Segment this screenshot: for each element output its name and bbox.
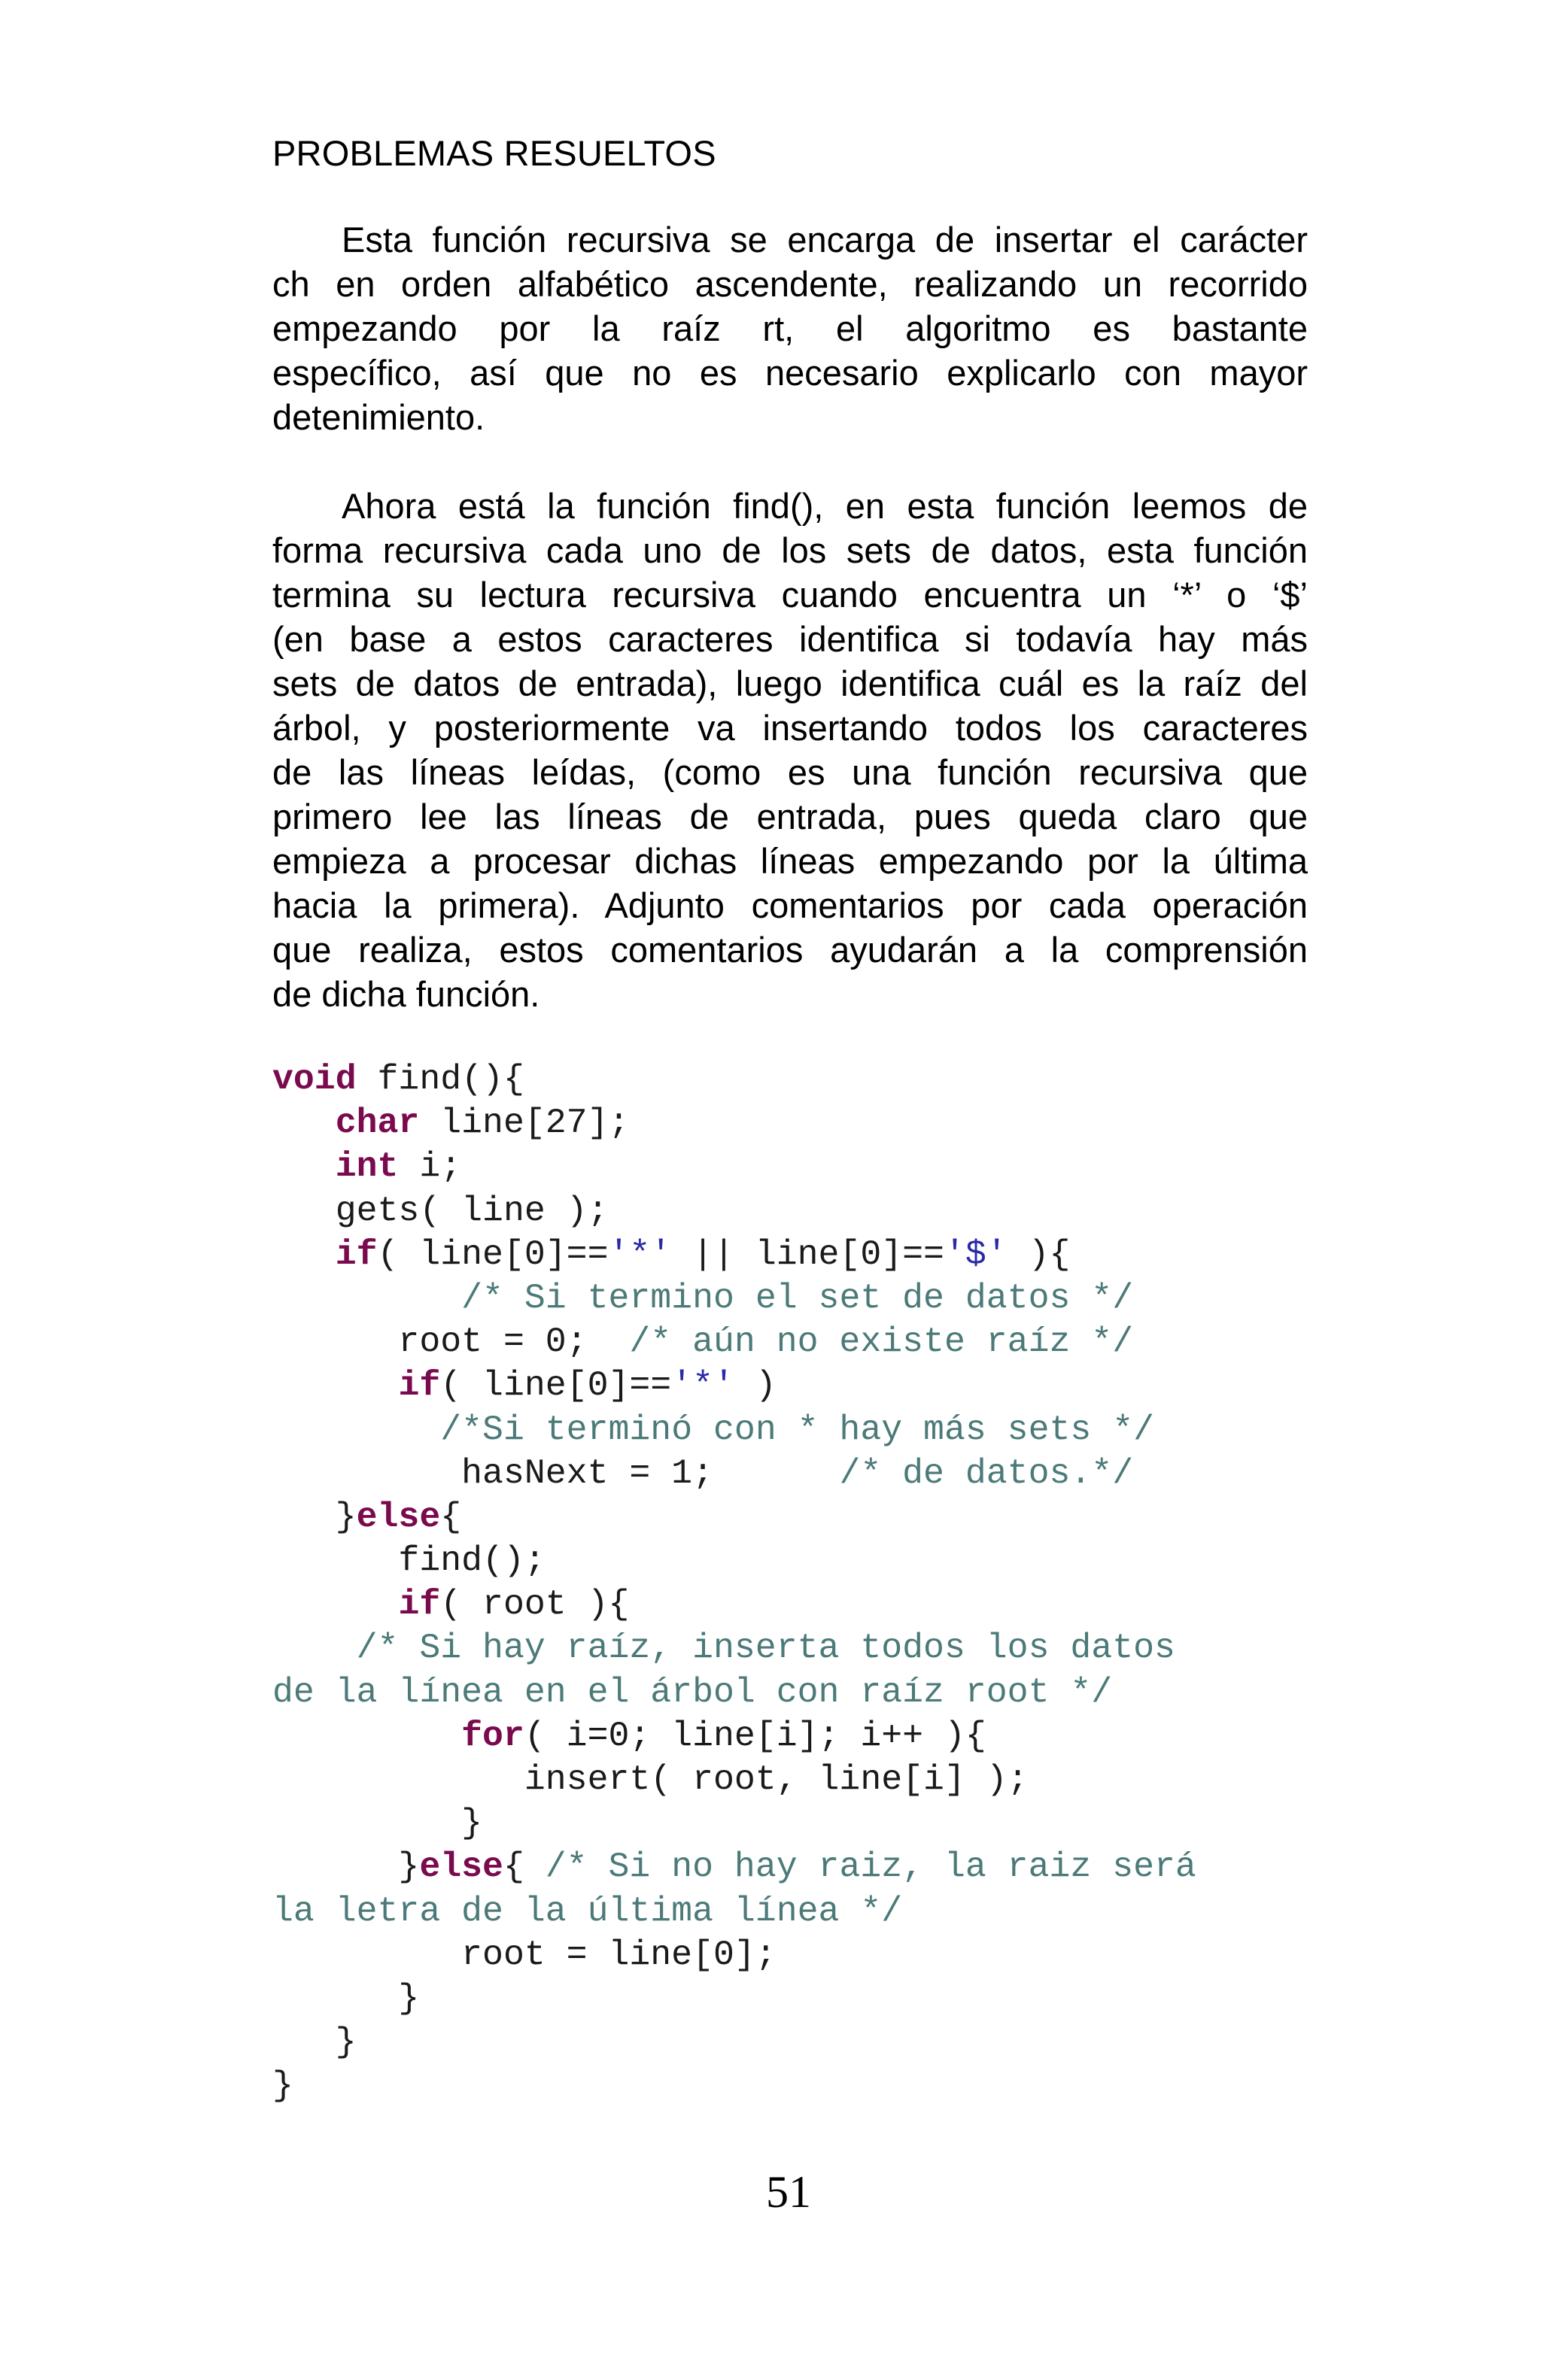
code-keyword: else <box>419 1847 503 1887</box>
code-line <box>272 1626 1196 1670</box>
page-number: 51 <box>766 2167 811 2217</box>
code-line <box>272 1189 1196 1233</box>
page-header: PROBLEMAS RESUELTOS <box>272 133 716 173</box>
code-text: { <box>440 1496 462 1537</box>
code-comment: /*Si terminó con * hay más sets */ <box>440 1409 1155 1450</box>
code-string: '*' <box>608 1234 672 1274</box>
paragraph-line: que realiza, estos comentarios ayudarán a la comprensión <box>272 930 1308 970</box>
code-text: root = 0; <box>272 1322 630 1362</box>
code-keyword: void <box>272 1059 357 1099</box>
code-line <box>272 1539 1196 1583</box>
code-comment: /* Si hay raíz, inserta todos los datos <box>356 1628 1175 1668</box>
code-text: { <box>503 1847 546 1887</box>
code-line <box>272 1408 1196 1452</box>
code-text: i; <box>398 1146 462 1187</box>
code-line <box>272 2064 1196 2108</box>
paragraph-line: forma recursiva cada uno de los sets de datos, esta función <box>272 530 1308 570</box>
code-text <box>272 1278 461 1318</box>
code-line <box>272 1101 1196 1145</box>
code-text: } <box>272 1978 420 2018</box>
code-text: } <box>272 2022 357 2063</box>
code-line <box>272 1802 1196 1845</box>
code-comment: de la línea en el árbol con raíz root */ <box>272 1671 1113 1712</box>
paragraph-line: árbol, y posteriormente va insertando todos los caracteres <box>272 708 1308 748</box>
code-block-find <box>272 1058 1196 2108</box>
code-text <box>272 1103 336 1143</box>
paragraph-line: primero lee las líneas de entrada, pues queda claro que <box>272 797 1308 836</box>
code-line <box>272 1845 1196 1889</box>
code-line <box>272 1583 1196 1626</box>
code-line <box>272 1714 1196 1758</box>
paragraph-line: sets de datos de entrada), luego identifica cuál es la raíz del <box>272 663 1308 703</box>
paragraph-line: específico, así que no es necesario explicarlo con mayor <box>272 353 1308 393</box>
code-line <box>272 1933 1196 1977</box>
code-text <box>272 1234 336 1274</box>
code-line <box>272 1758 1196 1802</box>
code-keyword: char <box>335 1103 420 1143</box>
paragraph-insert-description <box>272 217 1308 439</box>
code-text <box>272 1584 398 1624</box>
paragraph-line: termina su lectura recursiva cuando encuentra un ‘*’ o ‘$’ <box>272 575 1308 615</box>
code-text <box>272 1716 461 1756</box>
paragraph-line: Esta función recursiva se encarga de insertar el carácter <box>342 220 1308 260</box>
code-line <box>272 1452 1196 1495</box>
code-text: root = line[0]; <box>272 1934 777 1975</box>
code-keyword: else <box>356 1496 441 1537</box>
code-text <box>272 1365 398 1405</box>
code-line <box>272 1233 1196 1277</box>
code-keyword: if <box>398 1584 441 1625</box>
paragraph-line: Ahora está la función find(), en esta función leemos de <box>342 486 1308 526</box>
code-line <box>272 1058 1196 1101</box>
code-line <box>272 1977 1196 2020</box>
paragraph-line: empezando por la raíz rt, el algoritmo es bastante <box>272 308 1308 348</box>
code-text: ( i=0; line[i]; i++ ){ <box>524 1715 986 1756</box>
code-text <box>272 1410 440 1450</box>
code-keyword: for <box>461 1715 524 1756</box>
code-string: '$' <box>944 1234 1008 1274</box>
code-text: insert( root, line[i] ); <box>272 1759 1029 1799</box>
code-text <box>272 1628 357 1668</box>
code-comment: la letra de la última línea */ <box>272 1890 903 1931</box>
code-text: find(); <box>272 1541 546 1581</box>
paragraph-find-description <box>272 484 1308 1016</box>
paragraph-line: detenimiento. <box>272 397 485 437</box>
code-comment: /* Si no hay raiz, la raiz será <box>545 1847 1196 1887</box>
code-text: ( line[0]== <box>377 1234 609 1274</box>
code-keyword: if <box>398 1365 441 1406</box>
paragraph-line: (en base a estos caracteres identifica si todavía hay más <box>272 619 1308 659</box>
code-text: ){ <box>1007 1234 1071 1274</box>
code-text: hasNext = 1; <box>272 1453 840 1493</box>
code-line <box>272 1671 1196 1714</box>
code-string: '*' <box>671 1365 734 1406</box>
code-text: line[27]; <box>419 1103 630 1143</box>
code-text: ) <box>734 1365 777 1406</box>
code-keyword: int <box>335 1146 399 1187</box>
code-text: } <box>272 1803 483 1844</box>
code-comment: /* de datos.*/ <box>839 1453 1134 1493</box>
paragraph-line: hacia la primera). Adjunto comentarios por cada operación <box>272 885 1308 925</box>
code-keyword: if <box>335 1234 378 1274</box>
code-line <box>272 1364 1196 1407</box>
code-line <box>272 2020 1196 2064</box>
code-text: } <box>272 1496 357 1537</box>
code-line <box>272 1145 1196 1188</box>
code-line <box>272 1495 1196 1539</box>
code-text: ( root ){ <box>440 1584 630 1625</box>
code-line <box>272 1890 1196 1933</box>
code-comment: /* aún no existe raíz */ <box>629 1322 1134 1362</box>
code-text: find(){ <box>356 1059 524 1099</box>
code-line <box>272 1277 1196 1320</box>
code-text: gets( line ); <box>272 1190 609 1231</box>
code-text <box>272 1146 336 1186</box>
paragraph-line: empieza a procesar dichas líneas empezando por la última <box>272 841 1308 881</box>
code-text: || line[0]== <box>671 1234 944 1274</box>
code-comment: /* Si termino el set de datos */ <box>461 1277 1134 1318</box>
code-text: ( line[0]== <box>440 1365 672 1406</box>
code-text: } <box>272 2066 293 2106</box>
paragraph-line: de dicha función. <box>272 974 540 1014</box>
paragraph-line: ch en orden alfabético ascendente, realizando un recorrido <box>272 264 1308 304</box>
code-line <box>272 1320 1196 1364</box>
paragraph-line: de las líneas leídas, (como es una función recursiva que <box>272 752 1308 792</box>
code-text: } <box>272 1847 420 1887</box>
